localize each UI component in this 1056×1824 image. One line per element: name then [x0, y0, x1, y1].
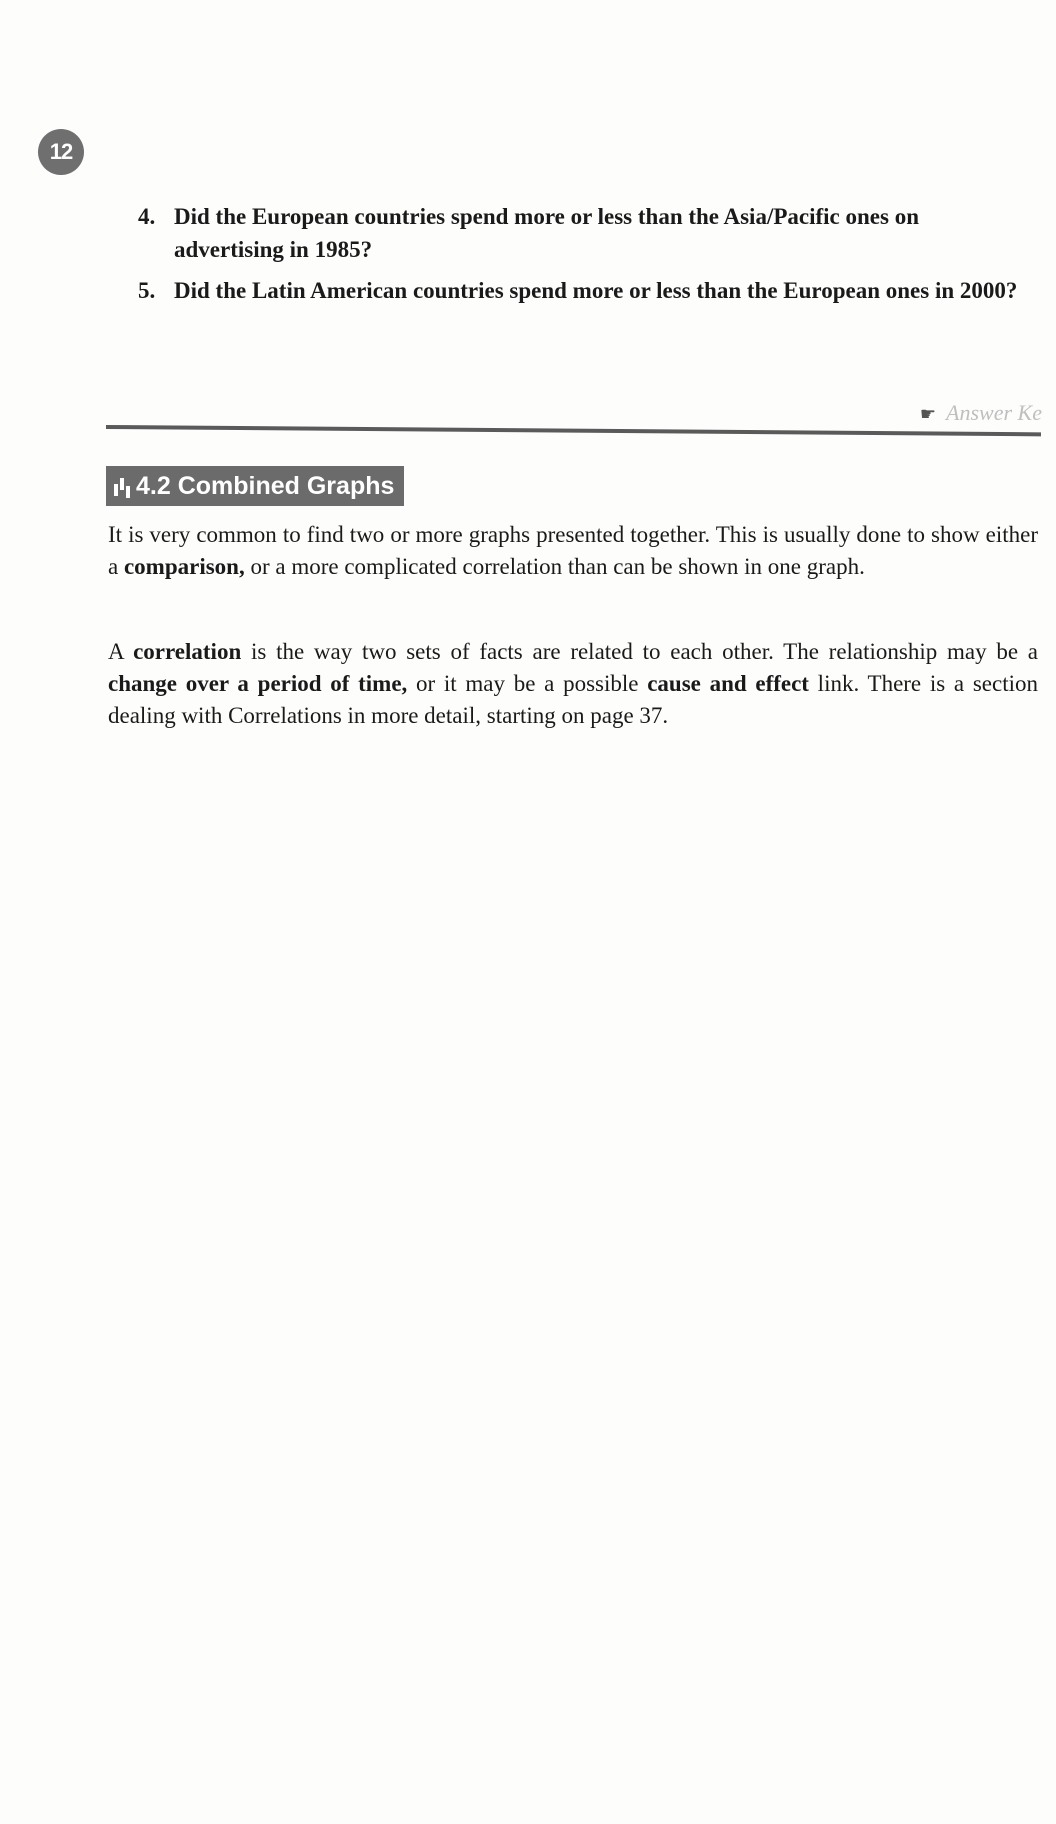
- question-number: 5.: [138, 278, 156, 303]
- section-header: [106, 466, 404, 506]
- term-comparison: comparison,: [123, 554, 245, 579]
- term-change-over-time: change over a period of time,: [108, 671, 408, 696]
- answer-key-link[interactable]: [920, 400, 1042, 426]
- text-segment: or a more complicated correlation than can be shown in one graph.: [244, 554, 865, 579]
- text-segment: A: [108, 639, 134, 664]
- question-item: [138, 200, 1018, 266]
- term-correlation: correlation: [133, 639, 242, 664]
- chart-icon: [112, 474, 132, 498]
- question-list: [138, 200, 1018, 315]
- section-divider: [106, 425, 1041, 436]
- section-title: 4.2 Combined Graphs: [136, 472, 395, 500]
- term-cause-and-effect: cause and effect: [647, 671, 809, 696]
- question-number: 4.: [138, 204, 156, 229]
- question-text: Did the European countries spend more or less than the Asia/Pacific ones on advertising in 1985?: [174, 204, 919, 262]
- pointing-hand-icon: ☛: [919, 404, 937, 424]
- text-segment: link. There is a section dealing with Correlations in more detail, starting on page 37.: [108, 671, 1038, 728]
- text-segment: It is very common to find two or more graphs presented together. This is usually done to show either a: [108, 522, 1038, 579]
- paragraph-comparison: [108, 519, 1038, 583]
- question-item: [138, 274, 1018, 307]
- paragraph-correlation: [108, 636, 1038, 732]
- text-segment: is the way two sets of facts are related to each other. The relationship may be a: [241, 639, 1038, 664]
- text-segment: or it may be a possible: [407, 671, 648, 696]
- question-text: Did the Latin American countries spend more or less than the European ones in 2000?: [174, 278, 1018, 303]
- page-number: 12: [38, 129, 84, 175]
- answer-key-label: Answer Ke: [946, 400, 1042, 425]
